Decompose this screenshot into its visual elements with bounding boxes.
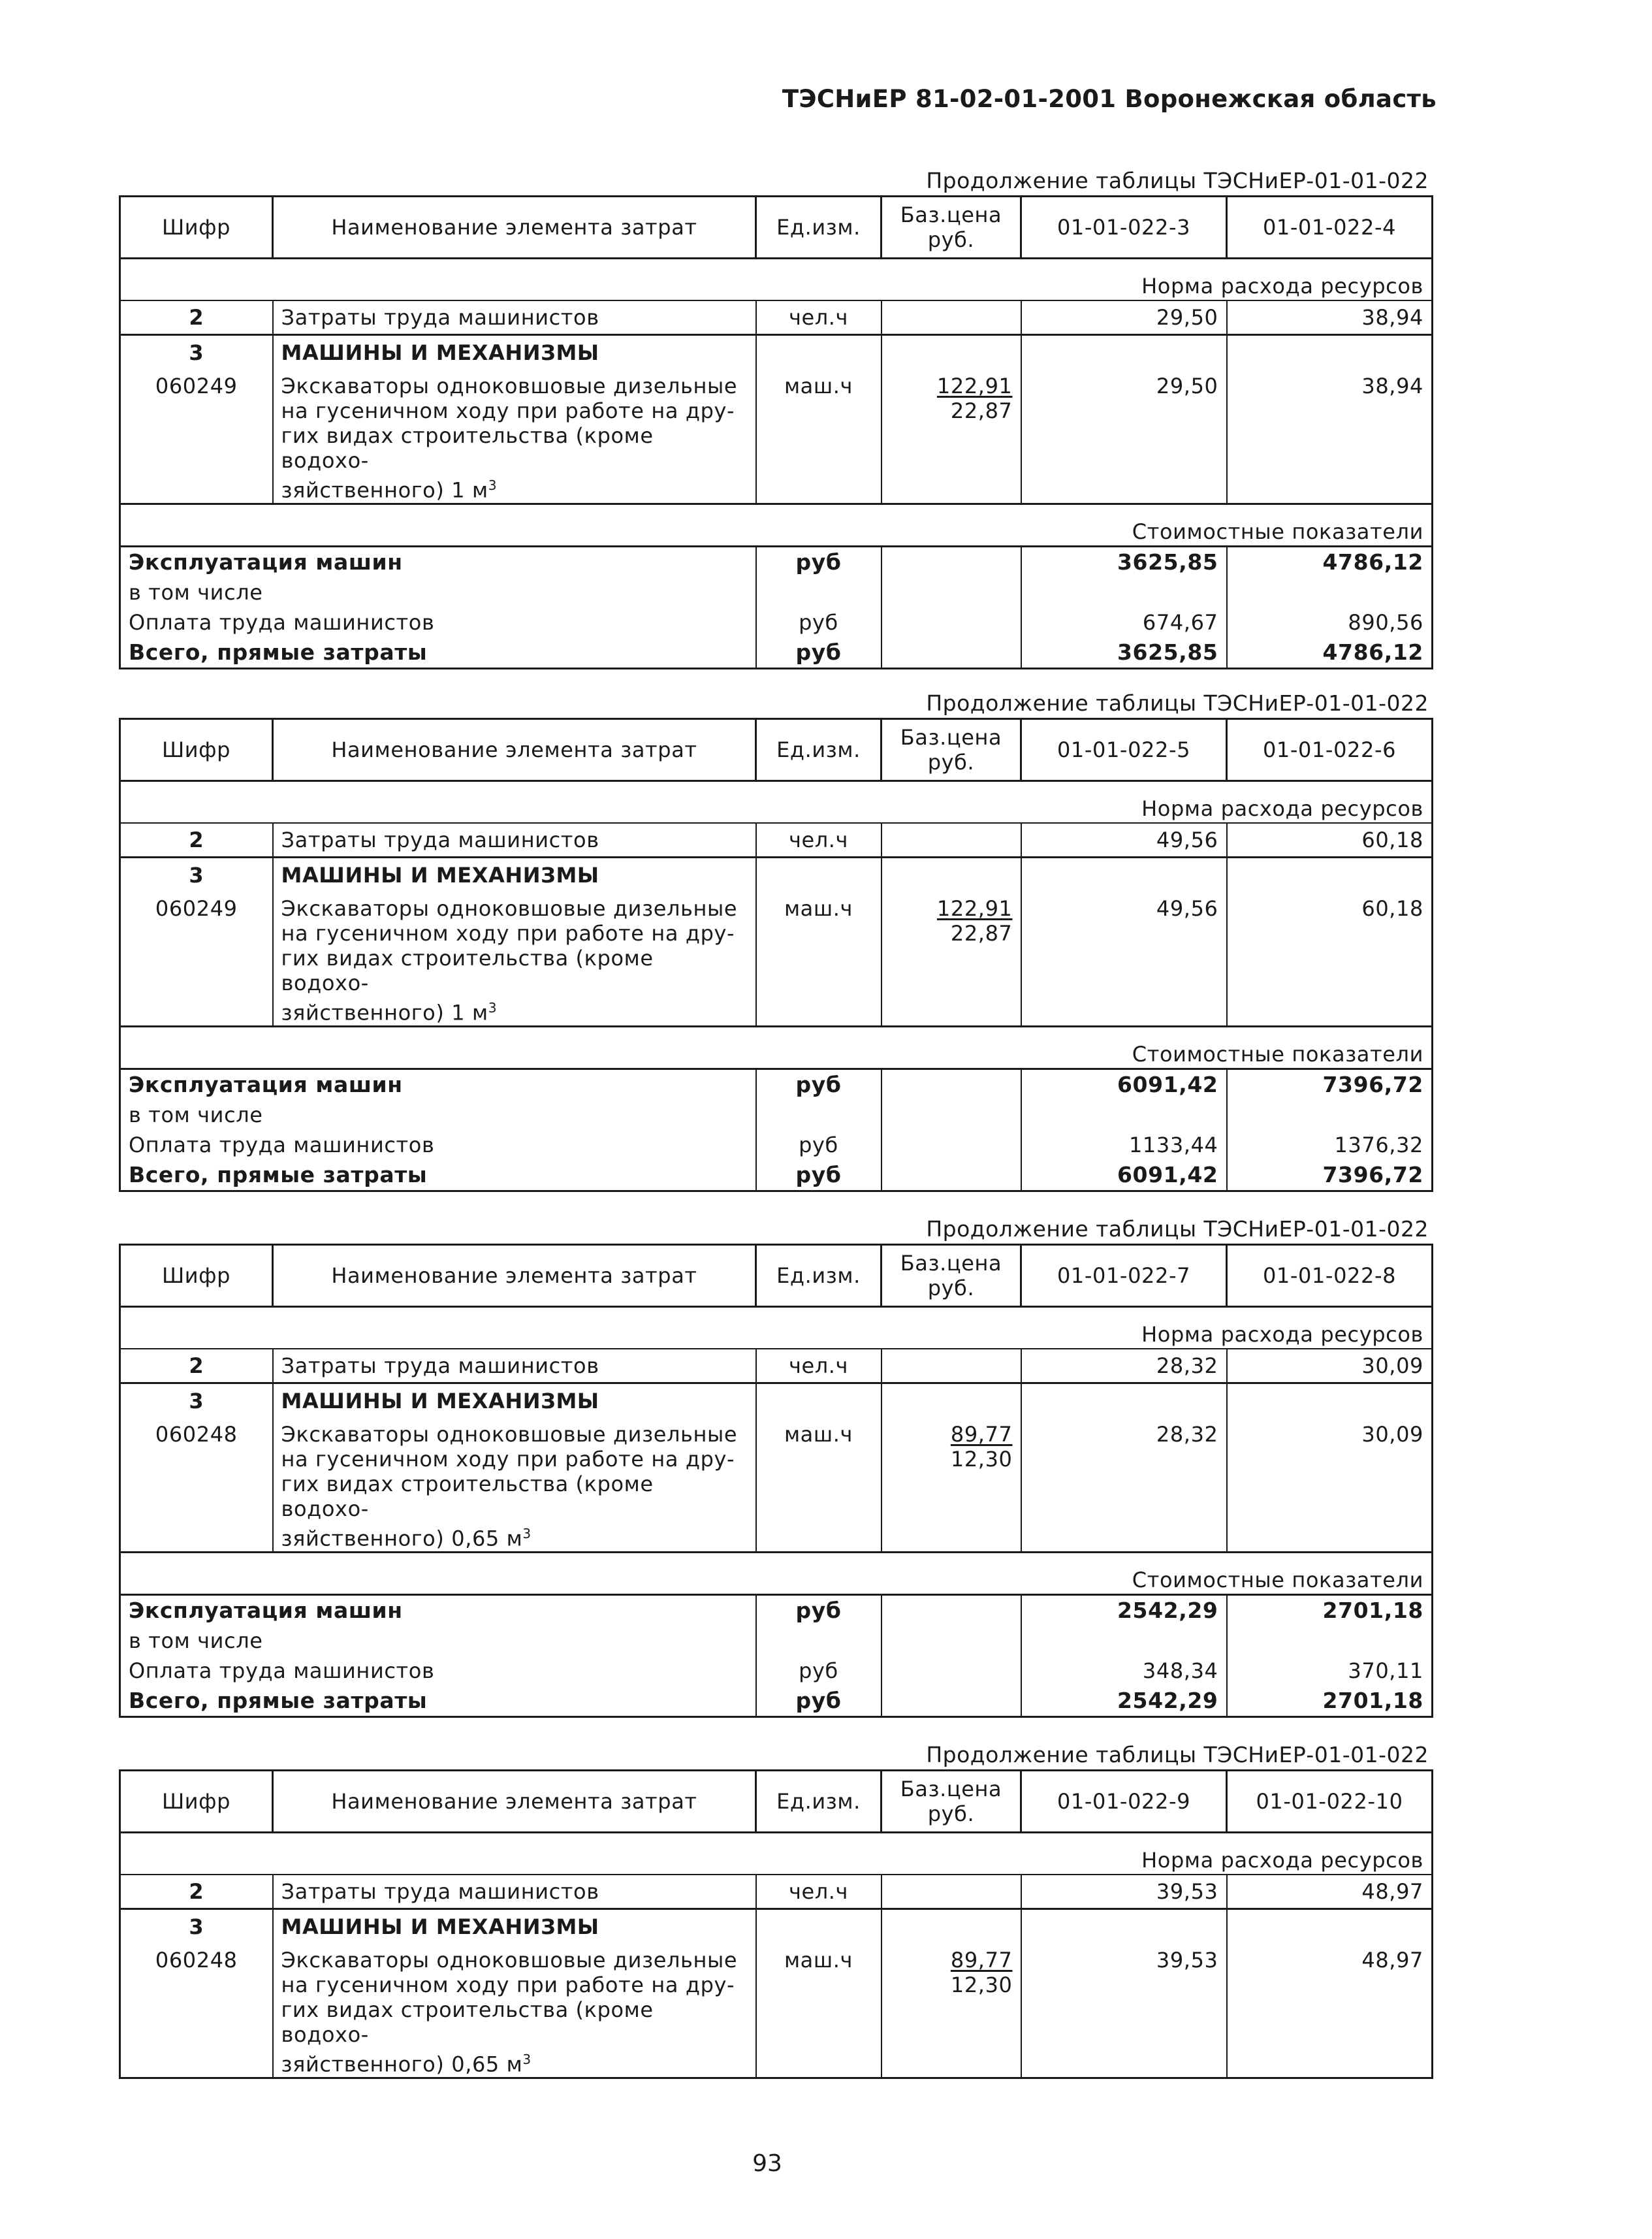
cost-total-row [120,1160,1433,1191]
norm-table [119,195,1433,669]
cost-unit: руб [756,1656,882,1686]
norm-table-block-2 [119,689,1431,1192]
machines-group-title: МАШИНЫ И МЕХАНИЗМЫ [273,1383,756,1419]
labor-unit: чел.ч [756,1349,882,1383]
cost-unit: руб [756,546,882,577]
cost-exploitation-b: 7396,72 [1227,1069,1433,1100]
norm-section-label: Норма расхода ресурсов [120,259,1433,301]
cost-section-label: Стоимостные показатели [120,1026,1433,1069]
resource-value-a: 28,32 [1021,1418,1227,1552]
resource-price: 89,77 12,30 [882,1418,1021,1552]
header-code: Шифр [120,1771,273,1833]
header-code-b: 01-01-022-6 [1227,719,1433,781]
labor-row [120,1349,1433,1383]
cost-total-b: 4786,12 [1227,637,1433,669]
cost-section-label: Стоимостные показатели [120,1552,1433,1594]
cost-wages-row [120,1130,1433,1160]
norm-section-row [120,1833,1433,1875]
cost-wages-a: 674,67 [1021,607,1227,637]
cost-unit: руб [756,1069,882,1100]
table-header-row [120,197,1433,259]
page-number: 93 [752,2150,782,2177]
cost-total-b: 2701,18 [1227,1686,1433,1717]
labor-name: Затраты труда машинистов [273,1875,756,1909]
table-header-row [120,1771,1433,1833]
header-code: Шифр [120,719,273,781]
norm-table [119,718,1433,1192]
labor-price [882,1349,1021,1383]
resource-code: 060249 [120,370,273,504]
labor-row [120,1875,1433,1909]
cost-total-label: Всего, прямые затраты [120,1686,756,1717]
cost-section-row [120,504,1433,546]
resource-row [120,370,1433,504]
cost-wages-b: 370,11 [1227,1656,1433,1686]
labor-unit: чел.ч [756,1875,882,1909]
header-code-b: 01-01-022-10 [1227,1771,1433,1833]
norm-section-row [120,259,1433,301]
cost-unit: руб [756,1686,882,1717]
resource-row [120,892,1433,1026]
cost-unit: руб [756,1594,882,1626]
cost-total-row [120,1686,1433,1717]
table-header-row [120,1245,1433,1307]
resource-value-a: 39,53 [1021,1944,1227,2078]
norm-section-label: Норма расхода ресурсов [120,781,1433,824]
cost-exploitation-label: Эксплуатация машин [120,1069,756,1100]
machines-code: 3 [120,858,273,893]
header-code-a: 01-01-022-3 [1021,197,1227,259]
norm-table [119,1769,1433,2079]
table-caption: Продолжение таблицы ТЭСНиЕР-01-01-022 [926,1742,1429,1767]
cost-total-a: 2542,29 [1021,1686,1227,1717]
cost-exploitation-a: 2542,29 [1021,1594,1227,1626]
table-caption: Продолжение таблицы ТЭСНиЕР-01-01-022 [926,1216,1429,1242]
norm-table-block-1 [119,167,1431,669]
resource-row [120,1418,1433,1552]
machines-group-row [120,335,1433,370]
header-code-b: 01-01-022-4 [1227,197,1433,259]
norm-table-block-3 [119,1215,1431,1718]
cost-unit: руб [756,1160,882,1191]
header-unit: Ед.изм. [756,719,882,781]
resource-value-b: 38,94 [1227,370,1433,504]
machines-code: 3 [120,1383,273,1419]
labor-price [882,823,1021,858]
resource-value-b: 30,09 [1227,1418,1433,1552]
resource-code: 060249 [120,892,273,1026]
resource-value-b: 60,18 [1227,892,1433,1026]
labor-value-a: 29,50 [1021,300,1227,335]
cost-wages-label: Оплата труда машинистов [120,1656,756,1686]
header-price: Баз.цена руб. [882,1245,1021,1307]
cost-total-row [120,637,1433,669]
cost-wages-a: 1133,44 [1021,1130,1227,1160]
norm-table [119,1244,1433,1718]
cost-section-row [120,1026,1433,1069]
cost-exploitation-a: 3625,85 [1021,546,1227,577]
cost-unit: руб [756,607,882,637]
labor-value-b: 48,97 [1227,1875,1433,1909]
cost-including-row [120,577,1433,607]
cost-exploitation-row [120,546,1433,577]
cost-wages-b: 890,56 [1227,607,1433,637]
cost-including-label: в том числе [120,577,756,607]
cost-exploitation-b: 2701,18 [1227,1594,1433,1626]
cost-wages-row [120,607,1433,637]
resource-unit: маш.ч [756,1944,882,2078]
table-header-row [120,719,1433,781]
labor-value-a: 49,56 [1021,823,1227,858]
header-unit: Ед.изм. [756,1771,882,1833]
header-name: Наименование элемента затрат [273,719,756,781]
labor-code: 2 [120,823,273,858]
header-unit: Ед.изм. [756,1245,882,1307]
labor-value-a: 28,32 [1021,1349,1227,1383]
resource-value-b: 48,97 [1227,1944,1433,2078]
cost-unit: руб [756,1130,882,1160]
header-price: Баз.цена руб. [882,719,1021,781]
machines-group-title: МАШИНЫ И МЕХАНИЗМЫ [273,335,756,370]
resource-unit: маш.ч [756,1418,882,1552]
labor-value-b: 60,18 [1227,823,1433,858]
header-code-a: 01-01-022-5 [1021,719,1227,781]
machines-group-row [120,1909,1433,1944]
cost-including-label: в том числе [120,1100,756,1130]
cost-including-label: в том числе [120,1626,756,1656]
cost-wages-a: 348,34 [1021,1656,1227,1686]
norm-section-label: Норма расхода ресурсов [120,1307,1433,1349]
cost-wages-row [120,1656,1433,1686]
resource-name: Экскаваторы одноковшовые дизельные на гусеничном ходу при работе на дру- гих видах строительства (кроме водохо- зяйственного) 0,65 $м^3$ [273,1944,756,2078]
norm-section-row [120,1307,1433,1349]
cost-including-row [120,1626,1433,1656]
resource-price: 122,91 22,87 [882,370,1021,504]
labor-name: Затраты труда машинистов [273,1349,756,1383]
page-header: ТЭСНиЕР 81-02-01-2001 Воронежская область [782,85,1437,113]
resource-row [120,1944,1433,2078]
cost-exploitation-label: Эксплуатация машин [120,1594,756,1626]
cost-exploitation-row [120,1069,1433,1100]
resource-code: 060248 [120,1418,273,1552]
cost-total-a: 3625,85 [1021,637,1227,669]
table-caption: Продолжение таблицы ТЭСНиЕР-01-01-022 [926,690,1429,716]
labor-name: Затраты труда машинистов [273,300,756,335]
header-name: Наименование элемента затрат [273,197,756,259]
header-code: Шифр [120,197,273,259]
labor-price [882,300,1021,335]
cost-exploitation-a: 6091,42 [1021,1069,1227,1100]
cost-section-row [120,1552,1433,1594]
cost-exploitation-b: 4786,12 [1227,546,1433,577]
cost-exploitation-label: Эксплуатация машин [120,546,756,577]
labor-unit: чел.ч [756,300,882,335]
labor-row [120,300,1433,335]
labor-value-b: 38,94 [1227,300,1433,335]
cost-wages-b: 1376,32 [1227,1130,1433,1160]
labor-code: 2 [120,1349,273,1383]
machines-code: 3 [120,335,273,370]
machines-group-row [120,1383,1433,1419]
norm-section-label: Норма расхода ресурсов [120,1833,1433,1875]
resource-unit: маш.ч [756,892,882,1026]
resource-price: 122,91 22,87 [882,892,1021,1026]
machines-group-title: МАШИНЫ И МЕХАНИЗМЫ [273,858,756,893]
resource-unit: маш.ч [756,370,882,504]
labor-code: 2 [120,300,273,335]
labor-unit: чел.ч [756,823,882,858]
machines-group-row [120,858,1433,893]
resource-price: 89,77 12,30 [882,1944,1021,2078]
header-unit: Ед.изм. [756,197,882,259]
cost-wages-label: Оплата труда машинистов [120,607,756,637]
cost-total-label: Всего, прямые затраты [120,1160,756,1191]
labor-value-a: 39,53 [1021,1875,1227,1909]
header-code-a: 01-01-022-7 [1021,1245,1227,1307]
norm-section-row [120,781,1433,824]
cost-total-label: Всего, прямые затраты [120,637,756,669]
labor-name: Затраты труда машинистов [273,823,756,858]
cost-unit: руб [756,637,882,669]
resource-code: 060248 [120,1944,273,2078]
machines-group-title: МАШИНЫ И МЕХАНИЗМЫ [273,1909,756,1944]
resource-value-a: 49,56 [1021,892,1227,1026]
table-caption: Продолжение таблицы ТЭСНиЕР-01-01-022 [926,168,1429,193]
resource-name: Экскаваторы одноковшовые дизельные на гусеничном ходу при работе на дру- гих видах строительства (кроме водохо- зяйственного) 1 $м^3$ [273,370,756,504]
header-code-b: 01-01-022-8 [1227,1245,1433,1307]
cost-exploitation-row [120,1594,1433,1626]
header-code: Шифр [120,1245,273,1307]
resource-name: Экскаваторы одноковшовые дизельные на гусеничном ходу при работе на дру- гих видах строительства (кроме водохо- зяйственного) 0,65 $м^3$ [273,1418,756,1552]
labor-price [882,1875,1021,1909]
labor-value-b: 30,09 [1227,1349,1433,1383]
norm-table-block-4 [119,1741,1431,2079]
header-name: Наименование элемента затрат [273,1245,756,1307]
cost-including-row [120,1100,1433,1130]
cost-section-label: Стоимостные показатели [120,504,1433,546]
machines-code: 3 [120,1909,273,1944]
header-price: Баз.цена руб. [882,197,1021,259]
labor-row [120,823,1433,858]
cost-total-b: 7396,72 [1227,1160,1433,1191]
header-price: Баз.цена руб. [882,1771,1021,1833]
resource-name: Экскаваторы одноковшовые дизельные на гусеничном ходу при работе на дру- гих видах строительства (кроме водохо- зяйственного) 1 $м^3$ [273,892,756,1026]
resource-value-a: 29,50 [1021,370,1227,504]
labor-code: 2 [120,1875,273,1909]
cost-total-a: 6091,42 [1021,1160,1227,1191]
header-name: Наименование элемента затрат [273,1771,756,1833]
cost-wages-label: Оплата труда машинистов [120,1130,756,1160]
header-code-a: 01-01-022-9 [1021,1771,1227,1833]
